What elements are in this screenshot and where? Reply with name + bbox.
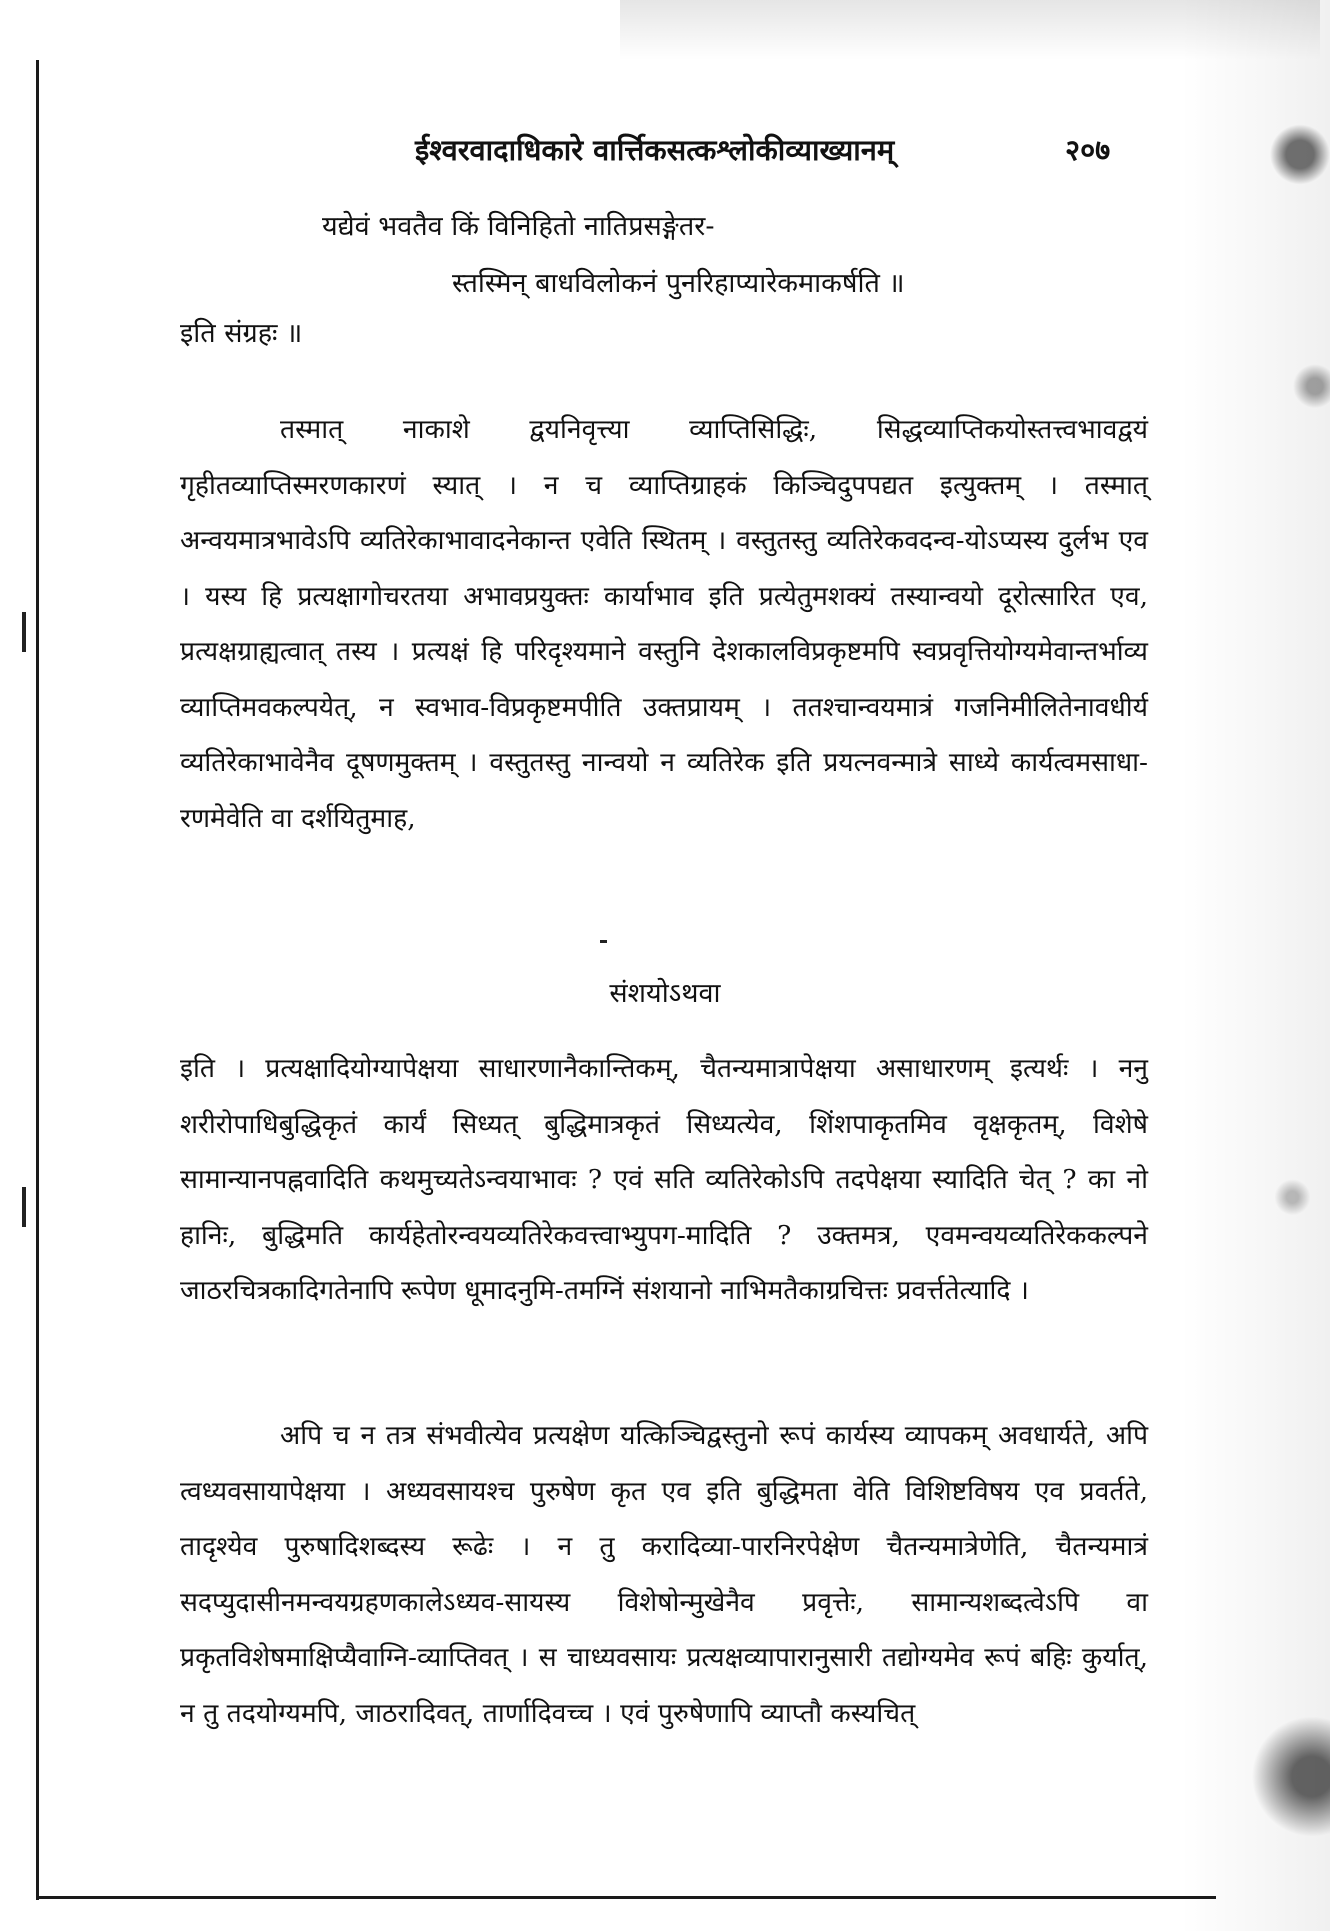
paragraph-1: तस्मात् नाकाशे द्वयनिवृत्त्या व्याप्तिसिद्धिः, सिद्धव्याप्तिकयोस्तत्त्वभावद्वयं गृहीतव्याप्तिस्मरणकारणं स्यात् । न च व्याप्तिग्राहकं किञ्चिदुपपद्यत इत्युक्तम् । तस्मात् अन्वयमात्रभावेऽपि व्यतिरेकाभावादनेकान्त एवेति स्थितम् । वस्तुतस्तु व्यतिरेकवदन्व-योऽप्यस्य दुर्लभ एव । यस्य हि प्रत्यक्षागोचरतया अभावप्रयुक्तः कार्याभाव इति प्रत्येतुमशक्यं तस्यान्वयो दूरोत्सारित एव, प्रत्यक्षग्राह्यत्वात् तस्य । प्रत्यक्षं हि परिदृश्यमाने वस्तुनि देशकालविप्रकृष्टमपि स्वप्रवृत्तियोग्यमेवान्तर्भाव्य व्याप्तिमवकल्पयेत्, न स्वभाव-विप्रकृष्टमपीति उक्तप्रायम् । ततश्चान्वयमात्रं गजनिमीलितेनावधीर्य व्यतिरेकाभावेनैव दूषणमुक्तम् । वस्तुतस्तु नान्वयो न व्यतिरेक इति प्रयत्नवन्मात्रे साध्ये कार्यत्वमसाधा-रणमेवेति वा दर्शयितुमाह,: [180, 414, 1148, 834]
paragraph-2: इति । प्रत्यक्षादियोग्यापेक्षया साधारणानैकान्तिकम्, चैतन्यमात्रापेक्षया असाधारणम् इत्यर्थः । ननु शरीरोपाधिबुद्धिकृतं कार्यं सिध्यत् बुद्धिमात्रकृतं सिध्यत्येव, शिंशपाकृतमिव वृक्षकृतम्, विशेषे सामान्यानपह्नवादिति कथमुच्यतेऽन्वयाभावः ? एवं सति व्यतिरेकोऽपि तदपेक्षया स्यादिति चेत् ? का नो हानिः, बुद्धिमति कार्यहेतोरन्वयव्यतिरेकवत्त्वाभ्युपग-मादिति ? उक्तमत्र, एवमन्वयव्यतिरेककल्पने जाठरचित्रकादिगतेनापि रूपेण धूमादनुमि-तमग्निं संशयानो नाभिमतैकाग्रचित्तः प्रवर्त्ततेत्यादि ।: [180, 1053, 1148, 1306]
margin-mark: [22, 612, 26, 652]
page-number: २०७: [1065, 133, 1111, 167]
colophon: इति संग्रहः ॥: [180, 318, 303, 349]
verse-line-1: यद्येवं भवतैव किं विनिहितो नातिप्रसङ्गेतर-: [322, 211, 715, 242]
page-bottom-border: [36, 1896, 1216, 1899]
running-header: ईश्वरवादाधिकारे वार्त्तिकसत्कश्लोकीव्याख्यानम्: [415, 133, 895, 167]
verse-line-2: स्तस्मिन् बाधविलोकनं पुनरिहाप्यारेकमाकर्षति ॥: [452, 268, 905, 299]
margin-mark: [22, 1187, 26, 1227]
paragraph-3: अपि च न तत्र संभवीत्येव प्रत्यक्षेण यत्किञ्चिद्वस्तुनो रूपं कार्यस्य व्यापकम् अवधार्यते, अपि त्वध्यवसायापेक्षया । अध्यवसायश्च पुरुषेण कृत एव इति बुद्धिमता वेति विशिष्टविषय एव प्रवर्तते, तादृश्येव पुरुषादिशब्दस्य रूढेः । न तु करादिव्या-पारनिरपेक्षेण चैतन्यमात्रेणेति, चैतन्यमात्रं सदप्युदासीनमन्वयग्रहणकालेऽध्यव-सायस्य विशेषोन्मुखेनैव प्रवृत्तेः, सामान्यशब्दत्वेऽपि वा प्रकृतविशेषमाक्षिप्यैवाग्नि-व्याप्तिवत् । स चाध्यवसायः प्रत्यक्षव्यापारानुसारी तद्योग्यमेव रूपं बहिः कुर्यात्, न तु तदयोग्यमपि, जाठरादिवत्, तार्णादिवच्च । एवं पुरुषेणापि व्याप्तौ कस्यचित्: [180, 1420, 1148, 1729]
section-heading: संशयोऽथवा: [609, 978, 721, 1009]
scan-shadow-right-edge: [1180, 0, 1330, 1931]
scan-speck: [600, 940, 607, 943]
